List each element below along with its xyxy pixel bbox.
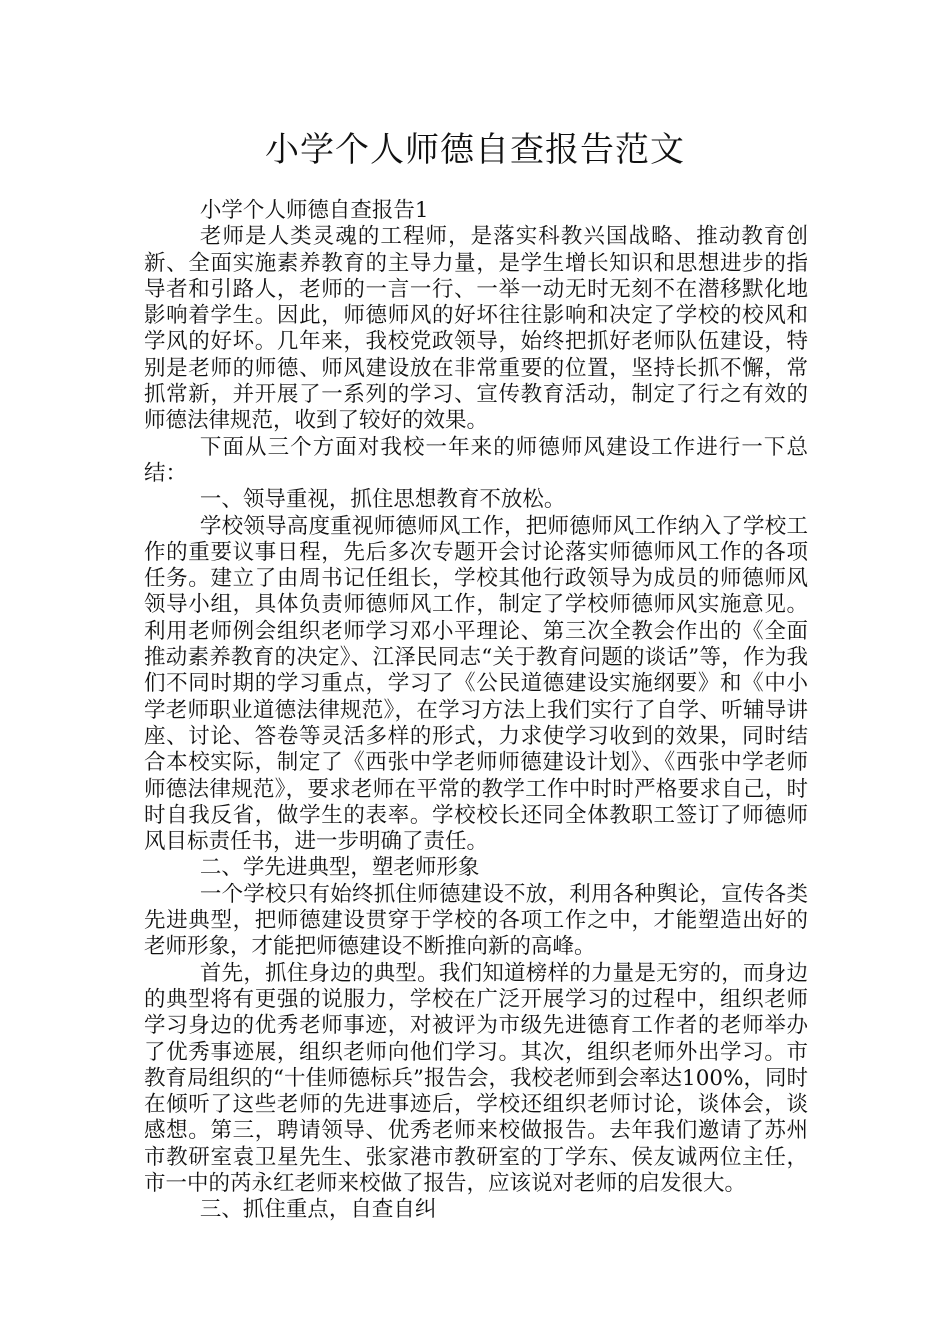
section-2-paragraph-2: 首先，抓住身边的典型。我们知道榜样的力量是无穷的，而身边的典型将有更强的说服力，学校在广泛开展学习的过程中，组织老师学习身边的优秀老师事迹，对被评为市级先进德育工作者的老师举办了优秀事迹展，组织老师向他们学习。其次，组织老师外出学习。市教育局组织的“十佳师德标兵”报告会，我校老师到会率达100%，同时在倾听了这些老师的先进事迹后，学校还组织老师讨论，谈体会，谈感想。第三，聘请领导、优秀老师来校做报告。去年我们邀请了苏州市教研室袁卫星先生、张家港市教研室的丁学东、侯友诚两位主任，市一中的芮永红老师来校做了报告，应该说对老师的启发很大。: [144, 960, 808, 1196]
intro-paragraph: 老师是人类灵魂的工程师，是落实科教兴国战略、推动教育创新、全面实施素养教育的主导力量，是学生增长知识和思想进步的指导者和引路人，老师的一言一行、一举一动无时无刻不在潜移默化地影响着学生。因此，师德师风的好坏往往影响和决定了学校的校风和学风的好坏。几年来，我校党政领导，始终把抓好老师队伍建设，特别是老师的师德、师风建设放在非常重要的位置，坚持长抓不懈，常抓常新，并开展了一系列的学习、宣传教育活动，制定了行之有效的师德法律规范，收到了较好的效果。: [144, 224, 808, 434]
document-body: [144, 198, 808, 1224]
summary-intro-paragraph: 下面从三个方面对我校一年来的师德师风建设工作进行一下总结：: [144, 434, 808, 486]
section-heading-2: 二、学先进典型，塑老师形象: [199, 855, 480, 881]
report-subtitle: 小学个人师德自查报告1: [199, 198, 429, 223]
section-heading-1: 一、领导重视，抓住思想教育不放松。: [199, 487, 566, 513]
document-title: 小学个人师德自查报告范文: [265, 130, 685, 170]
section-heading-3: 三、抓住重点，自查自纠: [199, 1197, 437, 1223]
section-1-paragraph: 学校领导高度重视师德师风工作，把师德师风工作纳入了学校工作的重要议事日程，先后多次专题开会讨论落实师德师风工作的各项任务。建立了由周书记任组长，学校其他行政领导为成员的师德师风领导小组，具体负责师德师风工作，制定了学校师德师风实施意见。利用老师例会组织老师学习邓小平理论、第三次全教会作出的《全面推动素养教育的决定》、江泽民同志“关于教育问题的谈话”等，作为我们不同时期的学习重点，学习了《公民道德建设实施纲要》和《中小学老师职业道德法律规范》，在学习方法上我们实行了自学、听辅导讲座、讨论、答卷等灵活多样的形式，力求使学习收到的效果，同时结合本校实际，制定了《西张中学老师师德建设计划》、《西张中学老师师德法律规范》，要求老师在平常的教学工作中时时严格要求自己，时时自我反省，做学生的表率。学校校长还同全体教职工签订了师德师风目标责任书，进一步明确了责任。: [144, 513, 808, 855]
section-2-paragraph-1: 一个学校只有始终抓住师德建设不放，利用各种舆论，宣传各类先进典型，把师德建设贯穿于学校的各项工作之中，才能塑造出好的老师形象，才能把师德建设不断推向新的高峰。: [144, 881, 808, 960]
